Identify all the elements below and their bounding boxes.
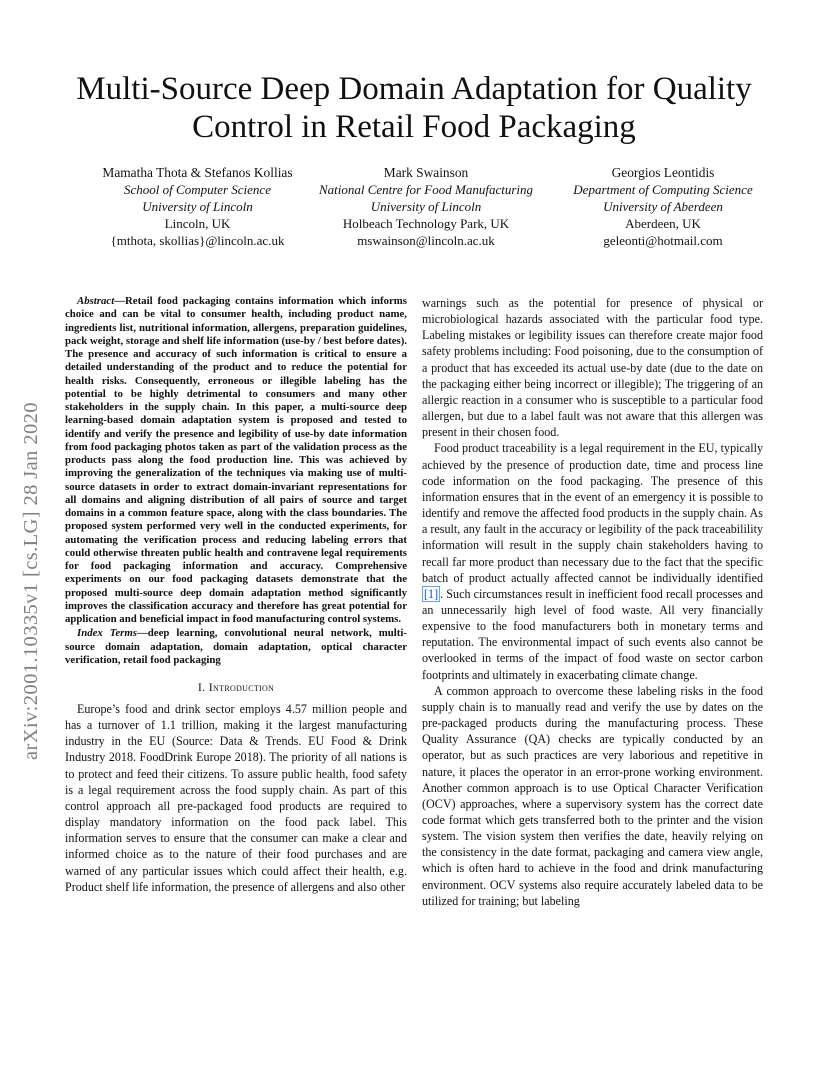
citation-link[interactable]: [1] xyxy=(424,586,439,601)
abstract-paragraph: Abstract—Retail food packaging contains information which informs choice and can be vital to consumer health, including product name, ingredients list, nutritional information, allergens, preparation guidelines, pack weight, storage and shelf life information (use-by / best before dates). The presence and accuracy of such information is critical to ensure a detailed understanding of the product and to reduce the potential for health risks. Consequently, erroneous or illegible labeling has the potential to be highly detrimental to consumers and many other stakeholders in the supply chain. In this paper, a multi-source deep learning-based domain adaptation system is proposed and tested to identify and verify the presence and legibility of use-by date information from food packaging photos taken as part of the validation process as the products pass along the food production line. This was achieved by improving the generalization of the techniques via making use of multi-source datasets in order to extract domain-invariant representations for all domains and aligning distribution of all pairs of source and target domains in a common feature space, along with the class boundaries. The proposed system performed very well in the conducted experiments, for automating the verification process and reducing labeling errors that could otherwise threaten public health and contravene legal requirements for food packaging information and accuracy. Comprehensive experiments on our food packaging datasets demonstrate that the proposed multi-source deep domain adaptation method significantly improves the classification accuracy and therefore has great potential for application and beneficial impact in food manufacturing control systems. xyxy=(65,295,407,625)
author-location: Holbeach Technology Park, UK xyxy=(342,216,510,231)
author-name: Mamatha Thota & Stefanos Kollias xyxy=(102,165,293,180)
author-institution: University of Lincoln xyxy=(370,199,482,214)
paper-title: Multi-Source Deep Domain Adaptation for Quality Control in Retail Food Packaging xyxy=(76,71,752,145)
paragraph-text: Food product traceability is a legal requirement in the EU, typically achieved by the presence of production date, time and process line code information on the food packaging. The presence of this information ensures that in the event of an emergency it is possible to identify and remove the affected food products in the supply chain. As a result, any fault in the accuracy or legibility of the pack traceabilility information will result in the supply chain stakeholders having to recall far more product than necessary due to the fact that the specific batch of product actually affected cannot be individually identified xyxy=(422,441,763,585)
author-location: Lincoln, UK xyxy=(164,216,231,231)
author-name: Georgios Leontidis xyxy=(611,165,715,180)
index-terms-text: deep learning, convolutional neural network, multi-source domain adaptation, domain adaptation, optical character verification, retail food packaging xyxy=(65,627,407,666)
author-card xyxy=(548,164,778,249)
left-column xyxy=(65,295,407,895)
paragraph-text: . Such circumstances result in inefficient food recall processes and an unnecessarily high level of food waste. All very financially expensive to the food manufacturers both in monetary terms and reputation. The environmental impact of such events also cannot be overlooked in terms of the impact of food waste on sector carbon footprints and ultimately in exacerbating climate change. xyxy=(422,586,763,682)
arxiv-identifier-stamp: arXiv:2001.10335v1 [cs.LG] 28 Jan 2020 xyxy=(20,402,42,760)
intro-paragraph: Europe’s food and drink sector employs 4.57 million people and has a turnover of 1.1 trillion, making it the largest manufacturing industry in the EU (Source: Data & Trends. EU Food & Drink Industry 2018. FoodDrink Europe 2018). The priority of all nations is to protect and feed their citizens. To assure public health, food safety is a legal requirement across the food supply chain. As part of this control approach all pre-packaged food products are required to display mandatory information on the food pack label. This information serves to ensure that the consumer can make a clear and informed choice as to the nature of their food purchases and are warned of any particular issues which could affect their health, e.g. Product shelf life information, the presence of allergens and also other xyxy=(65,702,407,894)
author-location: Aberdeen, UK xyxy=(625,216,701,231)
index-terms-paragraph: Index Terms—deep learning, convolutional neural network, multi-source domain adaptation, domain adaptation, optical character verification, retail food packaging xyxy=(65,627,407,666)
section-heading-introduction xyxy=(65,679,407,695)
index-terms-label: Index Terms xyxy=(77,627,137,640)
author-department: Department of Computing Science xyxy=(573,182,753,197)
right-column xyxy=(422,295,763,909)
abstract-label: Abstract xyxy=(77,295,115,307)
author-email: mswainson@lincoln.ac.uk xyxy=(357,233,495,248)
author-email: {mthota, skollias}@lincoln.ac.uk xyxy=(110,233,285,248)
author-name: Mark Swainson xyxy=(383,165,469,180)
body-paragraph: warnings such as the potential for presence of physical or microbiological hazards associated with the particular food type. Labeling mistakes or legibility issues can therefore create major food safety problems including: Food poisoning, due to the consumption of a product that has exceeded its actual use-by date (due to the date on the packaging either being incorrect or illegible); The triggering of an allergic reaction in a consumer who is susceptible to a particular food allergen, but due to a label fault was not aware that this allergen was present in their chosen food. xyxy=(422,296,763,440)
abstract-text: Retail food packaging contains information which informs choice and can be vital to consumer health, including product name, ingredients list, nutritional information, allergens, preparation guidelines, pack weight, storage and shelf life information (use-by / best before dates). The presence and accuracy of such information is critical to ensure a detailed understanding of the product and to reduce the potential for health risks. Consequently, erroneous or illegible labeling has the potential to be highly detrimental to consumers and many other stakeholders in the supply chain. In this paper, a multi-source deep learning-based domain adaptation system is proposed and tested to identify and verify the presence and legibility of use-by date information from food packaging photos taken as part of the validation process as the products pass along the food production line. This was achieved by improving the generalization of the techniques via making use of multi-source datasets in order to extract domain-invariant representations for all domains and aligning distribution of all pairs of source and target domains in a common feature space, along with the class boundaries. The proposed system performed very well in the conducted experiments, for automating the verification process and reducing labeling errors that could otherwise threaten public health and contravene legal requirements for food packaging information and accuracy. Comprehensive experiments on our food packaging datasets demonstrate that the proposed multi-source deep domain adaptation method significantly improves the classification accuracy and therefore has great potential for application and beneficial impact in food manufacturing control systems. xyxy=(65,295,407,625)
author-card xyxy=(65,164,330,249)
author-institution: University of Aberdeen xyxy=(603,199,723,214)
author-department: National Centre for Food Manufacturing xyxy=(318,182,533,197)
author-email: geleonti@hotmail.com xyxy=(603,233,723,248)
section-number: I. xyxy=(197,680,206,694)
author-department: School of Computer Science xyxy=(124,182,271,197)
labeling-approach-paragraph: A common approach to overcome these labeling risks in the food supply chain is to manually read and verify the use by dates on the pre-packaged products during the manufacturing process. These Quality Assurance (QA) checks are typically conducted by an operator, but as such practices are very laborious and repetitive in nature, it places the operator in an error-prone working environment. Another common approach is to use Optical Character Verification (OCV) approaches, where a supervisory system has the correct date code format which gets transferred both to the printer and the vision system. The vision system then verifies the date, heavily relying on the consistency in the date format, packaging and camera view angle, which is often hard to achieve in the food and drink manufacturing environment. OCV systems also require accurately labeled data to be utilized for training; but labeling xyxy=(422,683,763,908)
author-card xyxy=(312,164,540,249)
author-institution: University of Lincoln xyxy=(142,199,253,214)
traceability-paragraph xyxy=(422,440,763,682)
section-title: Introduction xyxy=(208,680,275,694)
